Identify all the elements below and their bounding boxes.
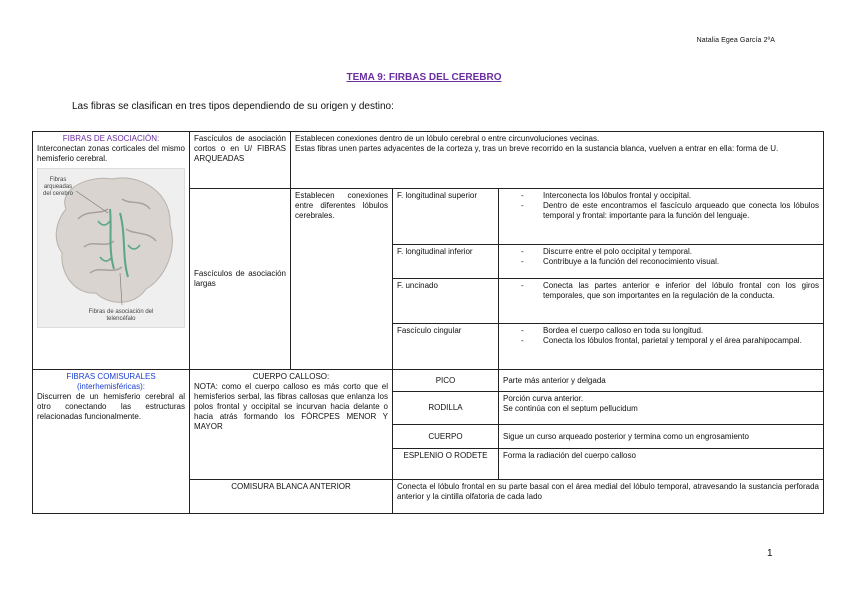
fasciculo-description <box>499 324 824 370</box>
comisura-name: COMISURA BLANCA ANTERIOR <box>190 480 393 514</box>
asociacion-cell <box>33 132 190 370</box>
calloso-part-description: Parte más anterior y delgada <box>499 370 824 392</box>
comisura-description: Conecta el lóbulo frontal en su parte basal con el área medial del lóbulo temporal, atravesando la sustancia perforada anterior y la cintilla olfatoria de cada lado <box>393 480 824 514</box>
fasciculo-name: Fascículo cingular <box>393 324 499 370</box>
calloso-note: NOTA: como el cuerpo calloso es más corto que el hemisferios serbal, las fibras callosas que enlanza los polos frontal y occipital se incurvan hacia delante o hacia atrás formando los FÓRCPES MENOR Y MAYOR <box>194 382 388 431</box>
fasciculo-point: - Dentro de este encontramos el fascículo arqueado que conecta los lóbulos temporal y frontal: importante para la función del lenguaje. <box>543 201 819 221</box>
brain-label-bottom: Fibras de asociación del telencéfalo <box>88 309 154 322</box>
page-title: TEMA 9: FIRBAS DEL CEREBRO <box>346 72 502 83</box>
asociacion-heading: FIBRAS DE ASOCIACIÓN: <box>62 134 160 143</box>
fasciculo-point: - Conecta los lóbulos frontal, parietal y temporal y el área parahipocampal. <box>543 336 819 346</box>
calloso-part-name: CUERPO <box>393 425 499 449</box>
calloso-part-line: Porción curva anterior. <box>503 394 584 403</box>
fasciculo-name: F. longitudinal superior <box>393 189 499 245</box>
intro-text: Las fibras se clasifican en tres tipos dependiendo de su origen y destino: <box>72 101 394 112</box>
calloso-part-description <box>499 392 824 425</box>
calloso-part-line: Se continúa con el septum pellucidum <box>503 404 638 413</box>
calloso-part-description: Sigue un curso arqueado posterior y termina como un engrosamiento <box>499 425 824 449</box>
calloso-heading: CUERPO CALLOSO: <box>252 372 330 381</box>
cortos-line-2: Estas fibras unen partes adyacentes de la corteza y, tras un breve recorrido en la sustancia blanca, vuelven a entrar en ella: forma de U. <box>295 144 779 153</box>
cortos-description <box>291 132 824 189</box>
page-number: 1 <box>767 548 773 559</box>
calloso-part-name: PICO <box>393 370 499 392</box>
fasciculo-point: - Bordea el cuerpo calloso en toda su longitud. <box>543 326 819 336</box>
fasciculo-point: - Discurre entre el polo occipital y temporal. <box>543 247 819 257</box>
brain-image <box>37 168 185 328</box>
asociacion-description: Interconectan zonas corticales del mismo hemisferio cerebral. <box>37 144 185 163</box>
comisurales-cell <box>33 370 190 514</box>
calloso-part-name: RODILLA <box>393 392 499 425</box>
fibers-table <box>32 131 824 514</box>
fasciculo-point: - Contribuye a la función del reconocimiento visual. <box>543 257 819 267</box>
brain-label-top: Fibras arqueadas del cerebro <box>42 177 74 197</box>
fasciculo-name: F. uncinado <box>393 279 499 324</box>
comisurales-description: Discurren de un hemisferio cerebral al otro conectando las estructuras relacionadas funcionalmente. <box>37 392 185 421</box>
cortos-name: Fascículos de asociación cortos o en U/ FIBRAS ARQUEADAS <box>190 132 291 189</box>
fasciculo-description <box>499 279 824 324</box>
comisurales-heading: FIBRAS COMISURALES (interhemisféricas): <box>66 372 156 391</box>
calloso-part-description: Forma la radiación del cuerpo calloso <box>499 449 824 480</box>
fasciculo-name: F. longitudinal inferior <box>393 245 499 279</box>
fasciculo-description <box>499 245 824 279</box>
largas-description: Establecen conexiones entre diferentes lóbulos cerebrales. <box>291 189 393 370</box>
fasciculo-point: - Interconecta los lóbulos frontal y occipital. <box>543 191 819 201</box>
largas-name: Fascículos de asociación largas <box>190 189 291 370</box>
calloso-cell <box>190 370 393 480</box>
author-name: Natalia Egea García 2ºA <box>696 37 775 44</box>
fasciculo-point: - Conecta las partes anterior e inferior del lóbulo frontal con los giros temporales, que son importantes en la regulación de la conducta. <box>543 281 819 301</box>
cortos-line-1: Establecen conexiones dentro de un lóbulo cerebral o entre circunvoluciones vecinas. <box>295 134 600 143</box>
fasciculo-description <box>499 189 824 245</box>
calloso-part-name: ESPLENIO O RODETE <box>393 449 499 480</box>
